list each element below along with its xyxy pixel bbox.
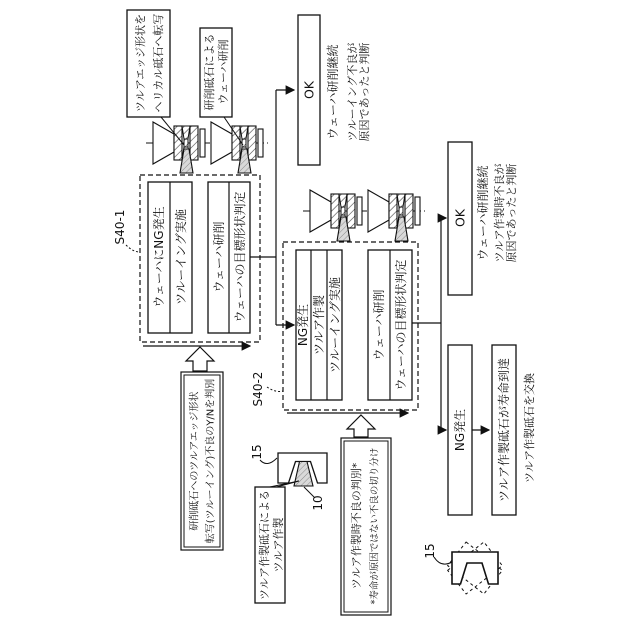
ok-right-reason-line2: 原因であったと判断 [504, 163, 518, 263]
note1-box-outer [181, 372, 223, 550]
callout-grind-line2: ウェーハ研削 [216, 39, 230, 105]
ok-top-label: OK [301, 80, 317, 100]
callout-grind-line1: 研削砥石による [202, 33, 216, 111]
step2-label: S40-2 [251, 371, 266, 407]
ref-15-right: 15 [423, 543, 438, 559]
grinding-wheel-illustrations [153, 122, 420, 241]
grinding-wheel-spool [153, 122, 205, 173]
step1-grind-text: ウェーハ研削 [212, 221, 227, 293]
step1-label-leader [126, 245, 140, 252]
step1-event-text: ウェーハにNG発生 [152, 206, 167, 308]
grinding-wheel-spool [310, 190, 362, 241]
note2-line2: *寿命が原因ではない不良の切り分け [369, 447, 381, 605]
note1-line2: 転写(ツルーイング)不良のY/Nを判別 [205, 378, 217, 544]
step2-judge-text: ウェーハの目標形状判定 [394, 259, 409, 391]
worn-stone-shape [452, 552, 498, 584]
ng-label: NG発生 [453, 408, 468, 452]
step1-label: S40-1 [113, 209, 128, 245]
life-label: ツルア作製砥石が寿命到達 [497, 357, 512, 503]
step2-make-text: ツルア作製 [312, 294, 327, 356]
callout-truer-make-line2: ツルア作製 [271, 517, 285, 573]
note2-up-arrow [347, 415, 375, 437]
truer-shape [294, 462, 313, 487]
note2-box-outer [341, 438, 391, 615]
grinding-wheel-spool [368, 190, 420, 241]
note1-line1: 研削砥石へのツルアエッジ形状 [189, 391, 201, 531]
ok-top-reason-line1: ツルーイング不良が [345, 42, 359, 142]
note1-up-arrow [186, 347, 214, 371]
ok-right-label: OK [452, 208, 468, 228]
ok-right-reason-line1: ツルア作製時不良が [492, 163, 506, 263]
step2-grind-text: ウェーハ研削 [372, 289, 387, 361]
step2-action-text: ツルーイング実施 [328, 277, 343, 373]
life-note-text: ツルア作製砥石を交換 [522, 373, 536, 483]
ok-top-result-text: ウェーハ研削継続 [326, 44, 341, 140]
ok-top-reason-line2: 原因であったと判断 [357, 42, 371, 142]
ref-10-leader [304, 487, 315, 498]
step1-judge-text: ウェーハの目標形状判定 [233, 191, 248, 323]
callout-transfer-line1: ツルアエッジ形状を [133, 13, 147, 113]
worn-stone-illustration [423, 542, 502, 594]
step1-action-text: ツルーイング実施 [174, 209, 189, 305]
step2-label-leader [267, 387, 283, 392]
step2-event-text: NG発生 [296, 303, 311, 347]
note2-line1: ツルア作製時不良の判別* [349, 462, 363, 590]
ref-15-bottom: 15 [250, 444, 265, 460]
callout-transfer-line2: ヘリカル砥石へ転写 [151, 13, 165, 113]
ref-10: 10 [311, 495, 326, 511]
callout-truer-make-line1: ツルア作製砥石による [257, 490, 271, 600]
grinding-wheel-spool [211, 122, 263, 173]
ok-right-result-text: ウェーハ研削継続 [476, 165, 491, 261]
